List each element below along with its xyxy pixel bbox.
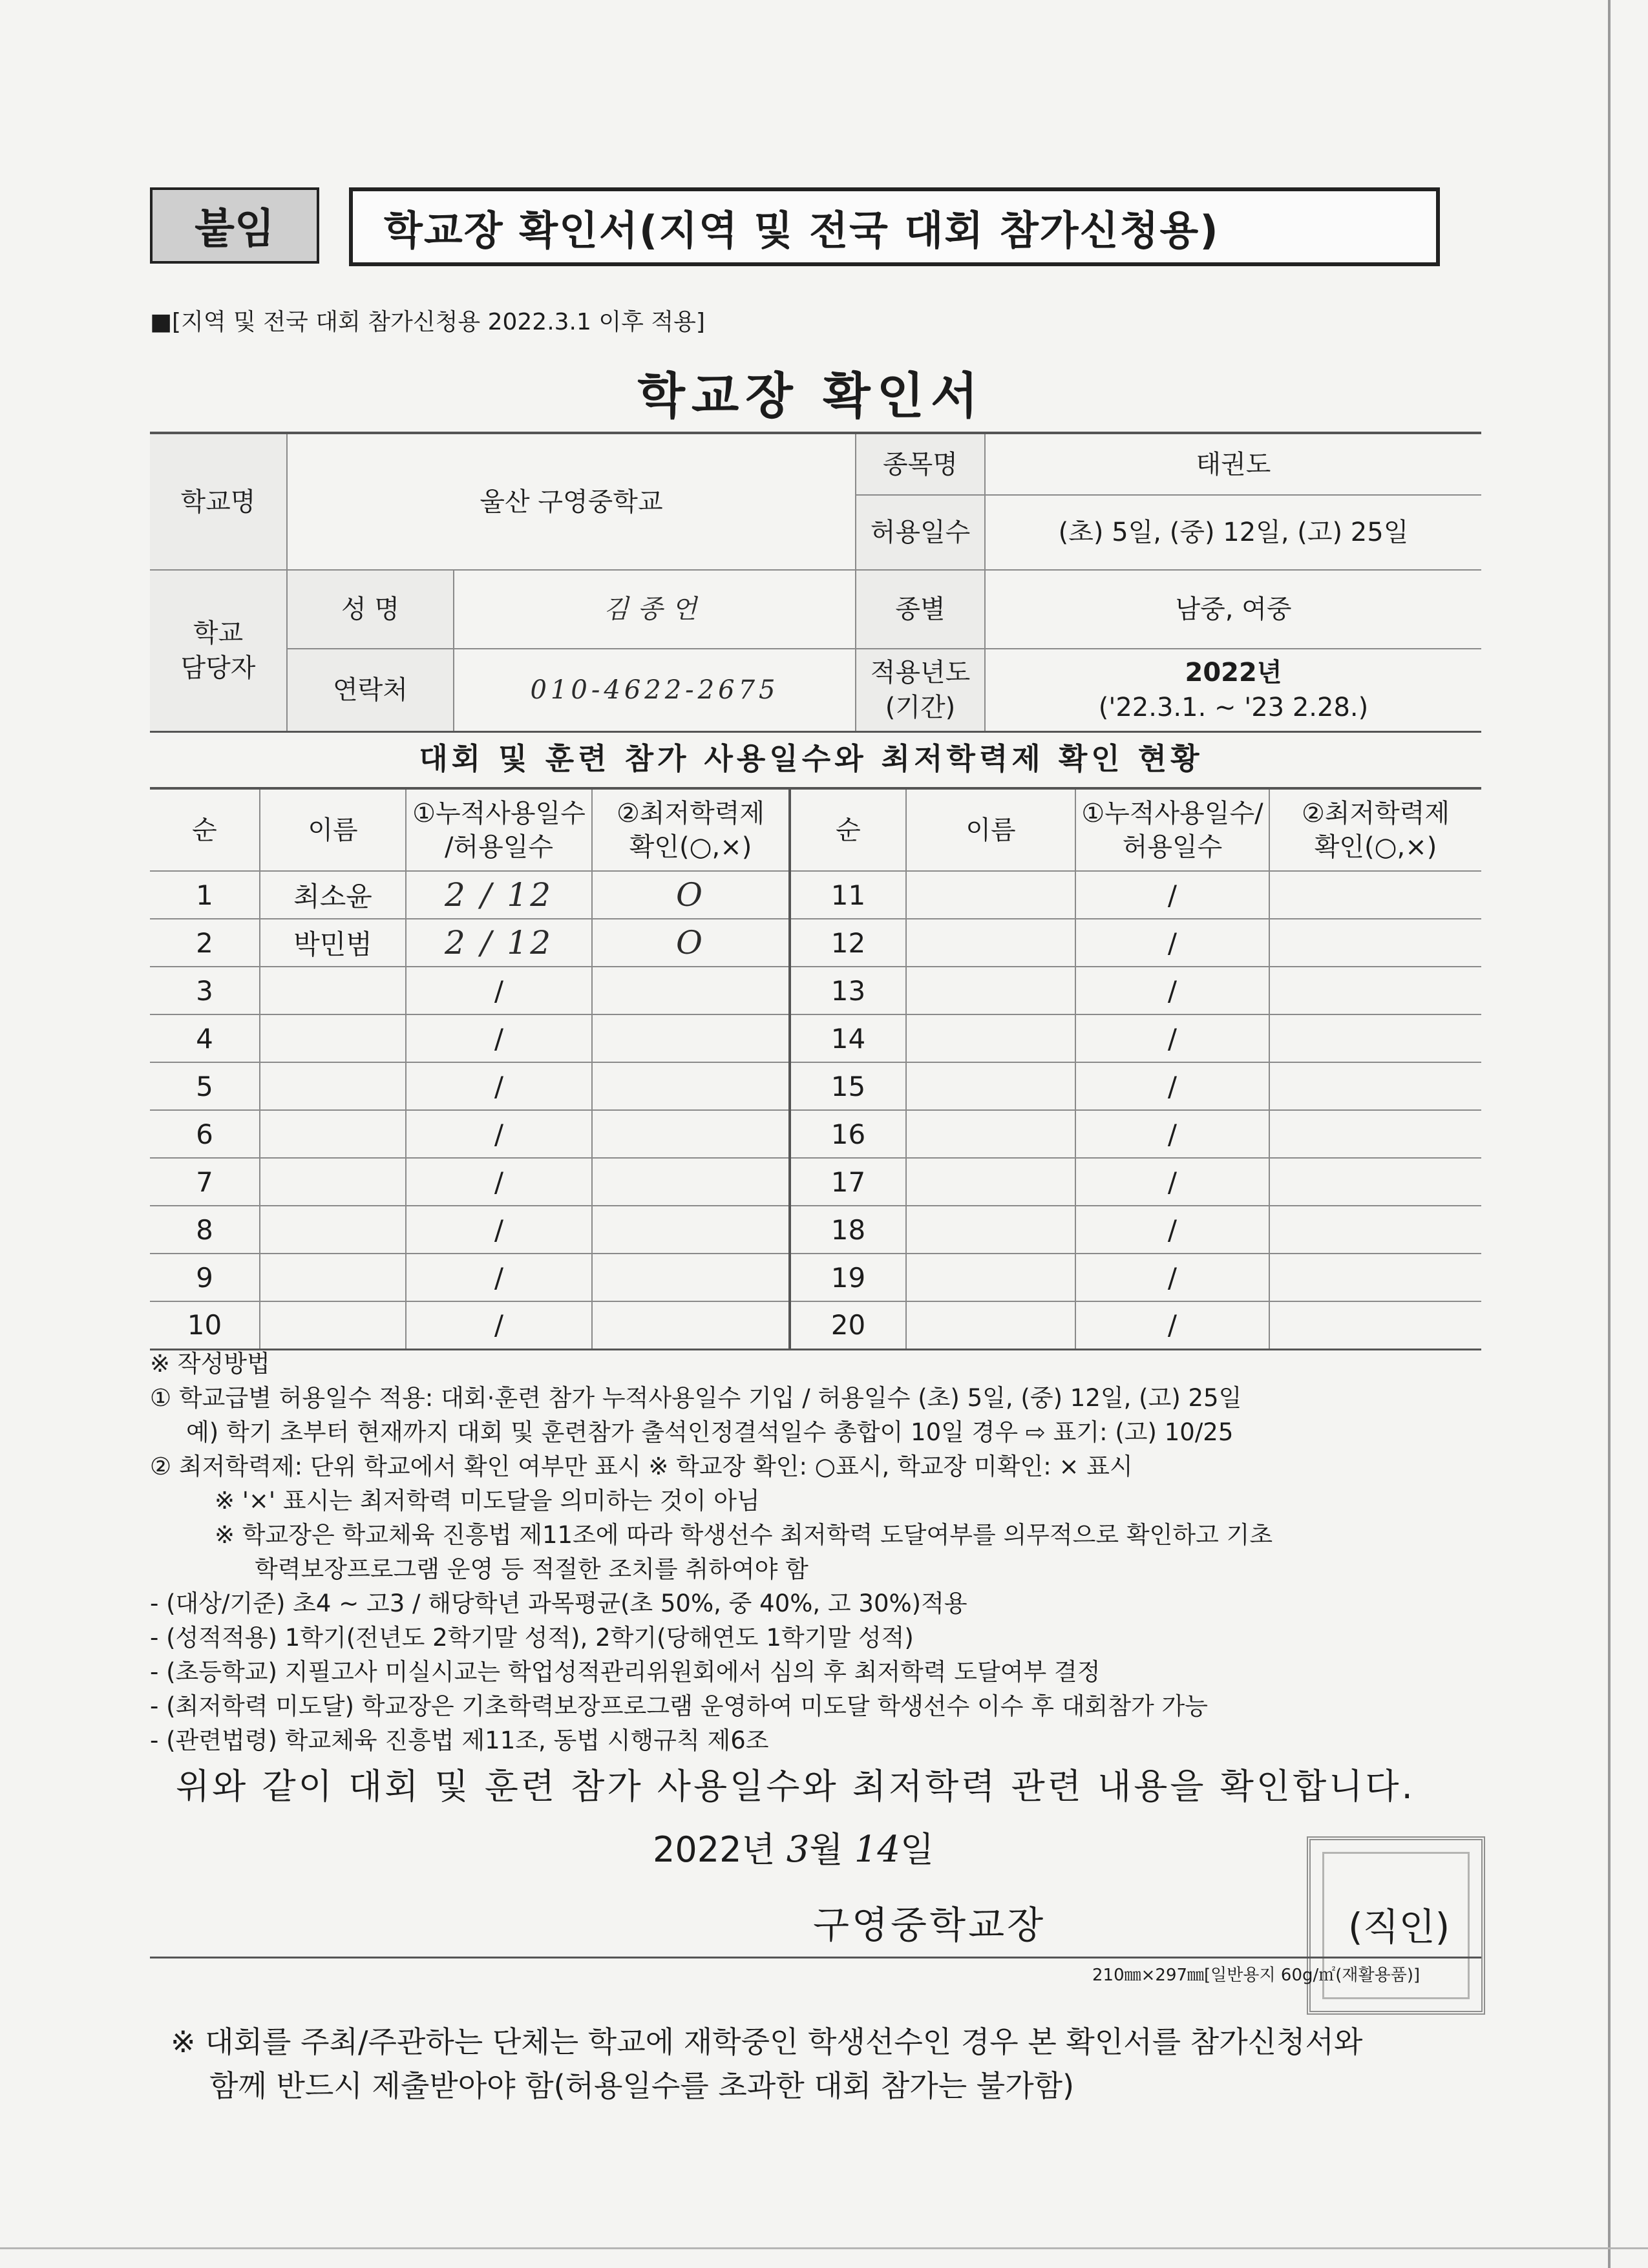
col-header-check-right: ②최저학력제 확인(○,×)	[1269, 788, 1481, 871]
school-name-label: 학교명	[150, 433, 287, 570]
row-name-right	[906, 1014, 1075, 1062]
row-number: 1	[150, 871, 260, 919]
row-check	[592, 1158, 790, 1206]
row-name-right	[906, 1254, 1075, 1301]
year-period: ('22.3.1. ~ '23 2.28.)	[1098, 692, 1369, 722]
event-value: 태권도	[985, 433, 1481, 495]
row-number: 6	[150, 1110, 260, 1158]
col-header-no: 순	[150, 788, 260, 871]
row-name	[260, 1158, 406, 1206]
row-check-right	[1269, 1301, 1481, 1349]
roster-body	[150, 871, 1481, 1349]
col-header-name-right: 이름	[906, 788, 1075, 871]
row-number-right: 11	[790, 871, 906, 919]
row-check	[592, 967, 790, 1014]
row-number-right: 18	[790, 1206, 906, 1254]
instruction-line: - (관련법령) 학교체육 진흥법 제11조, 동법 시행규칙 제6조	[150, 1727, 769, 1754]
instruction-line: ※ 학교장은 학교체육 진흥법 제11조에 따라 학생선수 최저학력 도달여부를 의무적으로 확인하고 기초	[215, 1521, 1273, 1549]
row-days-right: /	[1075, 1014, 1269, 1062]
manager-label: 학교 담당자	[150, 570, 287, 731]
col-header-name: 이름	[260, 788, 406, 871]
row-name: 최소윤	[260, 871, 406, 919]
row-name-right	[906, 1301, 1075, 1349]
row-number: 8	[150, 1206, 260, 1254]
status-section-title: 대회 및 훈련 참가 사용일수와 최저학력제 확인 현황	[419, 741, 1203, 776]
instructions	[150, 1347, 1488, 1758]
row-number-right: 15	[790, 1062, 906, 1110]
row-days-right: /	[1075, 967, 1269, 1014]
table-row	[150, 1254, 1481, 1301]
row-number-right: 19	[790, 1254, 906, 1301]
row-number: 3	[150, 967, 260, 1014]
row-days: /	[406, 1014, 592, 1062]
scan-edge-bottom	[0, 2247, 1648, 2249]
signing-date	[653, 1822, 934, 1872]
row-days-right: /	[1075, 1110, 1269, 1158]
table-row	[150, 1014, 1481, 1062]
row-name	[260, 1254, 406, 1301]
instruction-line: - (성적적용) 1학기(전년도 2학기말 성적), 2학기(당해연도 1학기말 성적)	[150, 1624, 914, 1652]
year-cell	[985, 649, 1481, 731]
date-month-handwritten: 3	[786, 1829, 810, 1871]
row-check-right	[1269, 1014, 1481, 1062]
year-value: 2022년	[1185, 657, 1282, 688]
row-name	[260, 1062, 406, 1110]
row-days-right: /	[1075, 1062, 1269, 1110]
row-days-right: /	[1075, 919, 1269, 967]
row-name-right	[906, 1110, 1075, 1158]
contact-value: 010-4622-2675	[454, 649, 856, 731]
row-check-right	[1269, 1110, 1481, 1158]
date-year: 2022년	[653, 1829, 776, 1870]
row-name	[260, 1301, 406, 1349]
row-days-right: /	[1075, 1301, 1269, 1349]
applicability-note: ■[지역 및 전국 대회 참가신청용 2022.3.1 이후 적용]	[150, 309, 705, 335]
row-name-right	[906, 1062, 1075, 1110]
row-days: /	[406, 1158, 592, 1206]
date-day-unit: 일	[900, 1829, 935, 1870]
paper-spec: 210㎜×297㎜[일반용지 60g/㎡(재활용품)]	[1092, 1966, 1421, 1985]
scan-edge	[1608, 0, 1611, 2268]
col-header-no-right: 순	[790, 788, 906, 871]
instructions-heading: ※ 작성방법	[150, 1350, 270, 1378]
roster-table	[150, 787, 1481, 1350]
row-days: /	[406, 1301, 592, 1349]
footer-notice	[171, 2020, 1362, 2108]
year-label: 적용년도 (기간)	[856, 649, 985, 731]
row-check	[592, 1110, 790, 1158]
row-check	[592, 1254, 790, 1301]
row-days: /	[406, 1110, 592, 1158]
table-row	[150, 871, 1481, 919]
row-check-right	[1269, 967, 1481, 1014]
instruction-line: ① 학교급별 허용일수 적용: 대회·훈련 참가 누적사용일수 기입 / 허용일수 (초) 5일, (중) 12일, (고) 25일	[150, 1384, 1242, 1412]
allowed-days-label: 허용일수	[856, 495, 985, 570]
row-number: 4	[150, 1014, 260, 1062]
row-name	[260, 967, 406, 1014]
row-check-right	[1269, 1158, 1481, 1206]
event-label: 종목명	[856, 433, 985, 495]
document-title: 학교장 확인서	[637, 367, 985, 425]
table-row	[150, 1062, 1481, 1110]
instruction-line: - (초등학교) 지필고사 미실시교는 학업성적관리위원회에서 심의 후 최저학력 도달여부 결정	[150, 1658, 1101, 1686]
instruction-line: - (최저학력 미도달) 학교장은 기초학력보장프로그램 운영하여 미도달 학생선수 이수 후 대회참가 가능	[150, 1692, 1209, 1720]
row-name	[260, 1206, 406, 1254]
row-days: 2 / 12	[406, 919, 592, 967]
row-number-right: 16	[790, 1110, 906, 1158]
row-name	[260, 1014, 406, 1062]
table-row	[150, 967, 1481, 1014]
manager-name-label: 성 명	[287, 570, 454, 649]
table-row	[150, 1301, 1481, 1349]
row-check-right	[1269, 1254, 1481, 1301]
attachment-tag: 붙임	[150, 187, 319, 264]
row-days: /	[406, 1254, 592, 1301]
row-name	[260, 1110, 406, 1158]
row-name-right	[906, 871, 1075, 919]
row-days: /	[406, 1062, 592, 1110]
row-check	[592, 1062, 790, 1110]
table-row	[150, 1110, 1481, 1158]
row-check: O	[592, 919, 790, 967]
col-header-days: ①누적사용일수 /허용일수	[406, 788, 592, 871]
row-number-right: 20	[790, 1301, 906, 1349]
row-check-right	[1269, 1062, 1481, 1110]
date-day-handwritten: 14	[854, 1829, 901, 1871]
row-name-right	[906, 1158, 1075, 1206]
row-days: /	[406, 967, 592, 1014]
row-number: 10	[150, 1301, 260, 1349]
row-days-right: /	[1075, 871, 1269, 919]
form-header-title: 학교장 확인서(지역 및 전국 대회 참가신청용)	[349, 187, 1440, 266]
instruction-line: ② 최저학력제: 단위 학교에서 확인 여부만 표시 ※ 학교장 확인: ○표시, 학교장 미확인: × 표시	[150, 1453, 1133, 1480]
confirmation-statement: 위와 같이 대회 및 훈련 참가 사용일수와 최저학력 관련 내용을 확인합니다.	[176, 1766, 1415, 1807]
allowed-days-value: (초) 5일, (중) 12일, (고) 25일	[985, 495, 1481, 570]
row-name: 박민범	[260, 919, 406, 967]
row-number: 7	[150, 1158, 260, 1206]
principal-title: 구영중학교장	[813, 1903, 1046, 1947]
row-number-right: 13	[790, 967, 906, 1014]
row-number: 2	[150, 919, 260, 967]
row-name-right	[906, 919, 1075, 967]
row-days: 2 / 12	[406, 871, 592, 919]
row-check	[592, 1014, 790, 1062]
row-check-right	[1269, 871, 1481, 919]
row-days-right: /	[1075, 1206, 1269, 1254]
instruction-line: - (대상/기준) 초4 ~ 고3 / 해당학년 과목평균(초 50%, 중 40%, 고 30%)적용	[150, 1590, 967, 1617]
contact-label: 연락처	[287, 649, 454, 731]
footer-line: 함께 반드시 제출받아야 함(허용일수를 초과한 대회 참가는 불가함)	[209, 2068, 1075, 2103]
footer-line: ※ 대회를 주최/주관하는 단체는 학교에 재학중인 학생선수인 경우 본 확인서를 참가신청서와	[171, 2024, 1363, 2059]
school-info-table	[150, 432, 1481, 733]
col-header-check: ②최저학력제 확인(○,×)	[592, 788, 790, 871]
row-days-right: /	[1075, 1254, 1269, 1301]
row-name-right	[906, 967, 1075, 1014]
row-number-right: 12	[790, 919, 906, 967]
row-check-right	[1269, 1206, 1481, 1254]
school-name-value: 울산 구영중학교	[287, 433, 856, 570]
manager-name-signature: 김종언	[454, 570, 856, 649]
instruction-line: ※ '×' 표시는 최저학력 미도달을 의미하는 것이 아님	[215, 1487, 760, 1515]
category-label: 종별	[856, 570, 985, 649]
table-row	[150, 1206, 1481, 1254]
row-check	[592, 1206, 790, 1254]
category-value: 남중, 여중	[985, 570, 1481, 649]
row-number: 9	[150, 1254, 260, 1301]
row-number-right: 14	[790, 1014, 906, 1062]
row-number: 5	[150, 1062, 260, 1110]
col-header-days-right: ①누적사용일수/ 허용일수	[1075, 788, 1269, 871]
instruction-line: 예) 학기 초부터 현재까지 대회 및 훈련참가 출석인정결석일수 총합이 10일 경우 ⇨ 표기: (고) 10/25	[186, 1418, 1234, 1446]
date-month-unit: 월	[809, 1829, 843, 1870]
row-name-right	[906, 1206, 1075, 1254]
table-row	[150, 1158, 1481, 1206]
seal-label: (직인)	[1348, 1905, 1450, 1949]
table-row	[150, 919, 1481, 967]
row-days: /	[406, 1206, 592, 1254]
row-days-right: /	[1075, 1158, 1269, 1206]
row-check-right	[1269, 919, 1481, 967]
row-number-right: 17	[790, 1158, 906, 1206]
row-check: O	[592, 871, 790, 919]
divider	[150, 1957, 1481, 1958]
row-check	[592, 1301, 790, 1349]
instruction-line: 학력보장프로그램 운영 등 적절한 조치를 취하여야 함	[255, 1555, 808, 1583]
